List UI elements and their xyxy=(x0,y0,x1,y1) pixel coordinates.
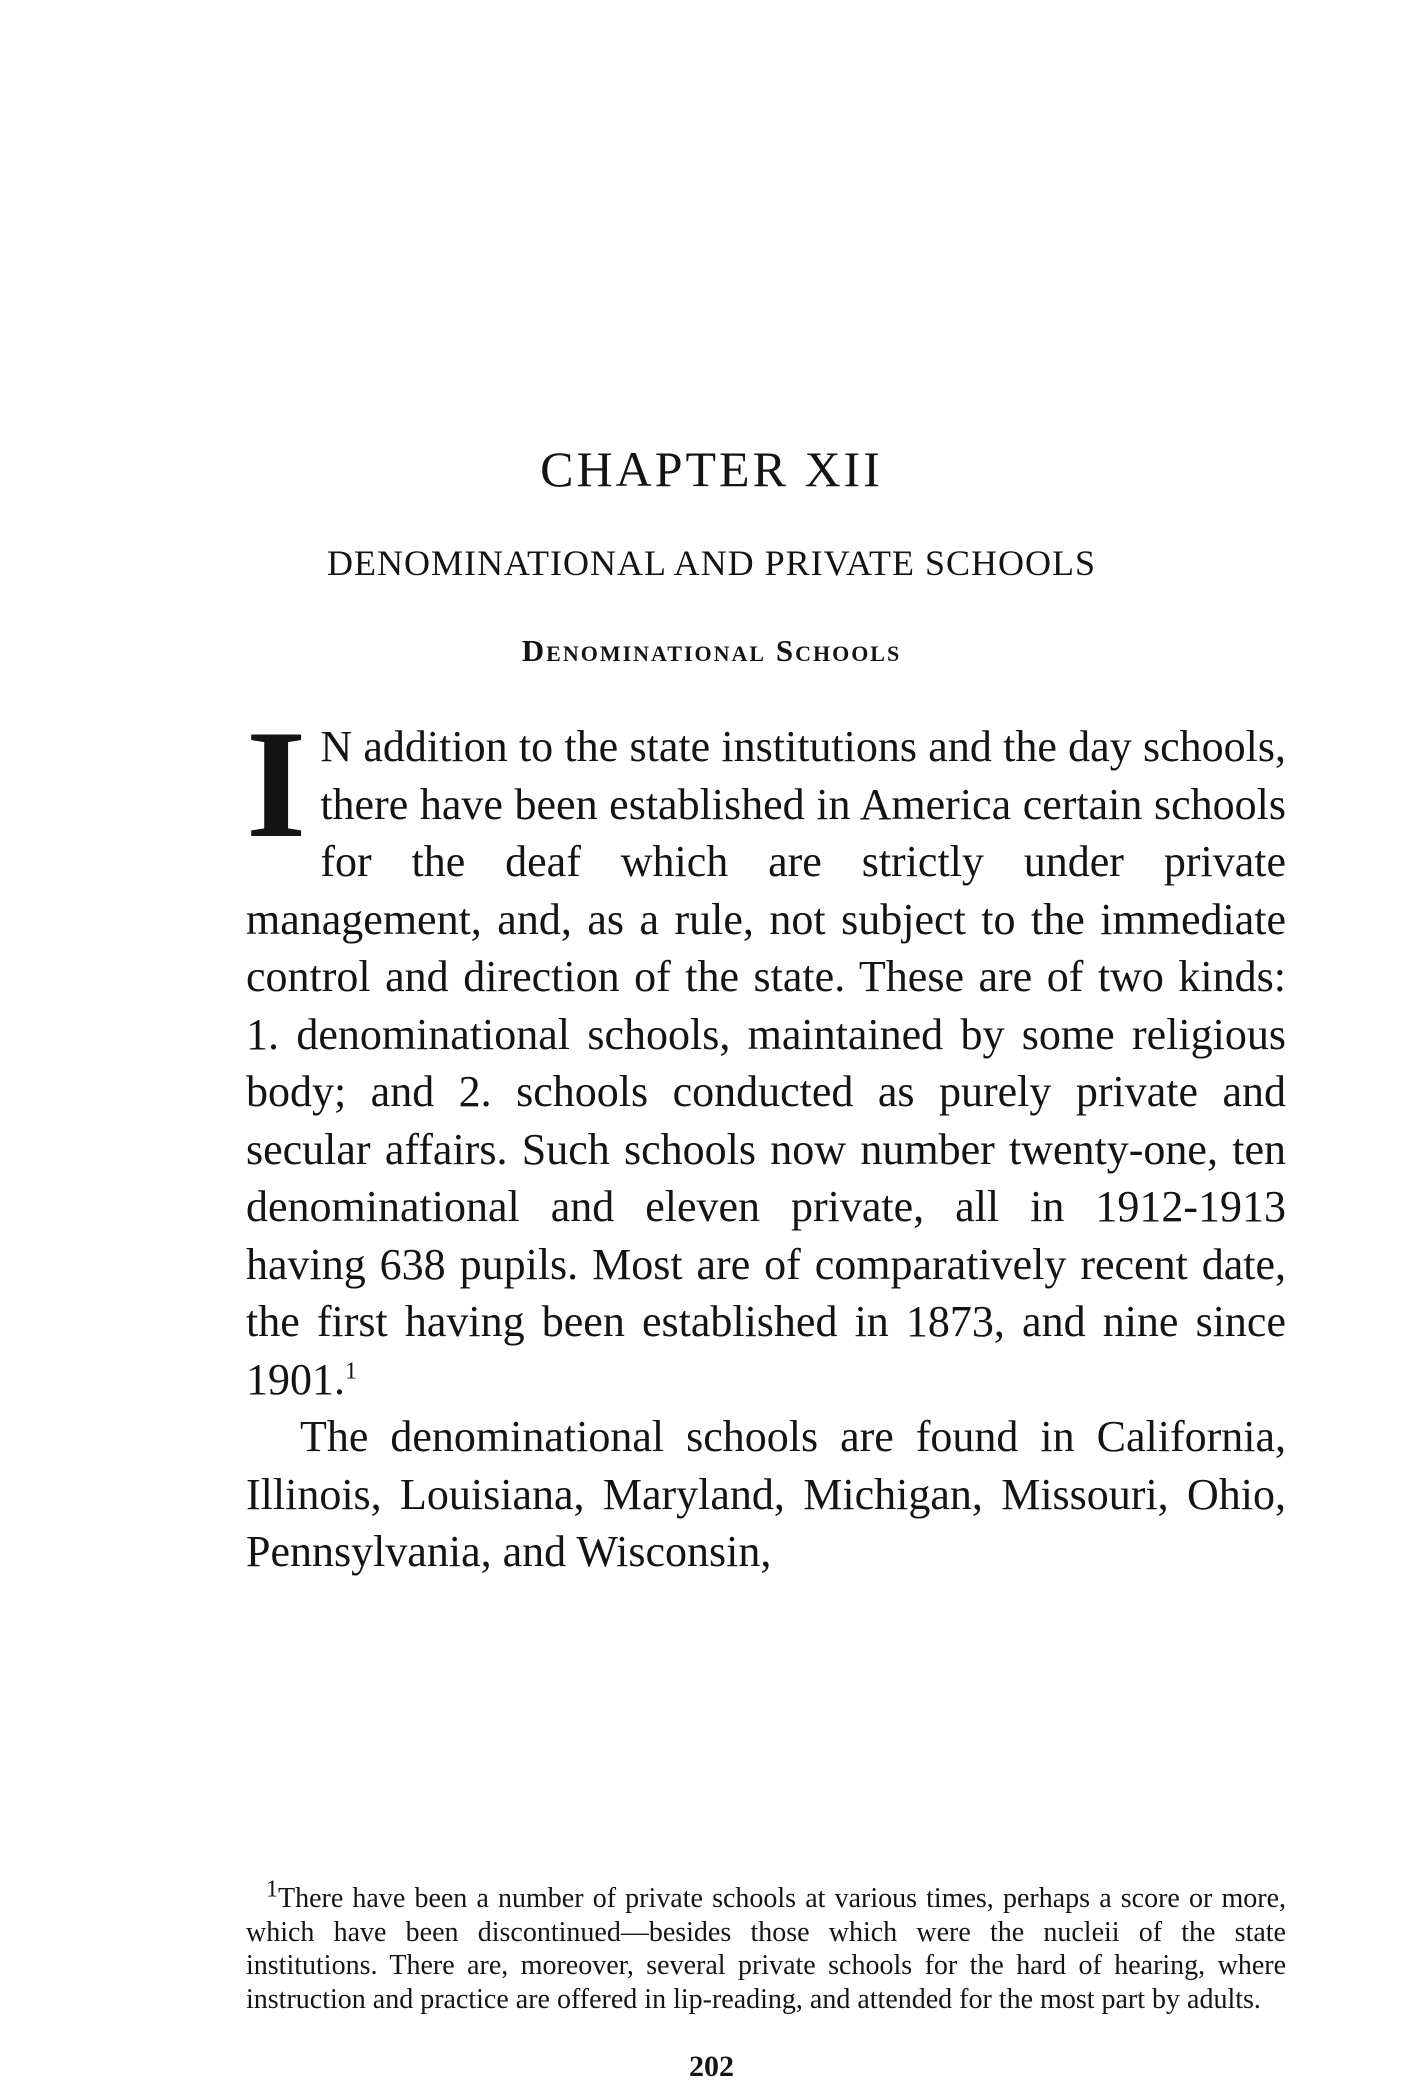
paragraph-2: The denominational schools are found in California, Illinois, Louisiana, Maryland, Michigan, Missouri, Ohio, Pennsylvania, and Wisconsin, xyxy=(246,1412,1286,1576)
footnote-marker: 1 xyxy=(266,1876,278,1903)
drop-cap: I xyxy=(246,698,307,870)
paragraph-1 xyxy=(246,698,1286,1408)
section-title: DENOMINATIONAL AND PRIVATE SCHOOLS xyxy=(326,543,1097,583)
body-text xyxy=(246,698,1286,1581)
paragraph-1-text: N addition to the state institutions and the day schools, there have been established in America certain schools for the deaf which are strictly under private management, and, as a rule, not subject to the immediate control and direction of the state. These are of two kinds: 1. denominational schools, maintained by some religious body; and 2. schools conducted as purely private and secular affairs. Such schools now number twenty-one, ten denominational and eleven private, all in 1912-1913 having 638 pupils. Most are of comparatively recent date, the first having been established in 1873, and nine since 1901. xyxy=(246,722,1286,1404)
footnote-text: There have been a number of private schools at various times, perhaps a score or more, which have been discontinued—besides those which were the nucleii of the state institutions. There are, moreover, several private schools for the hard of hearing, where instruction and practice are offered in lip-reading, and attended for the most part by adults. xyxy=(246,1883,1286,2015)
footnote-reference[interactable]: 1 xyxy=(345,1357,357,1384)
page-number: 202 xyxy=(689,2050,734,2083)
subsection-title: Denominational Schools xyxy=(521,633,902,668)
footnote xyxy=(246,1876,1286,2016)
chapter-title: CHAPTER XII xyxy=(540,441,883,497)
